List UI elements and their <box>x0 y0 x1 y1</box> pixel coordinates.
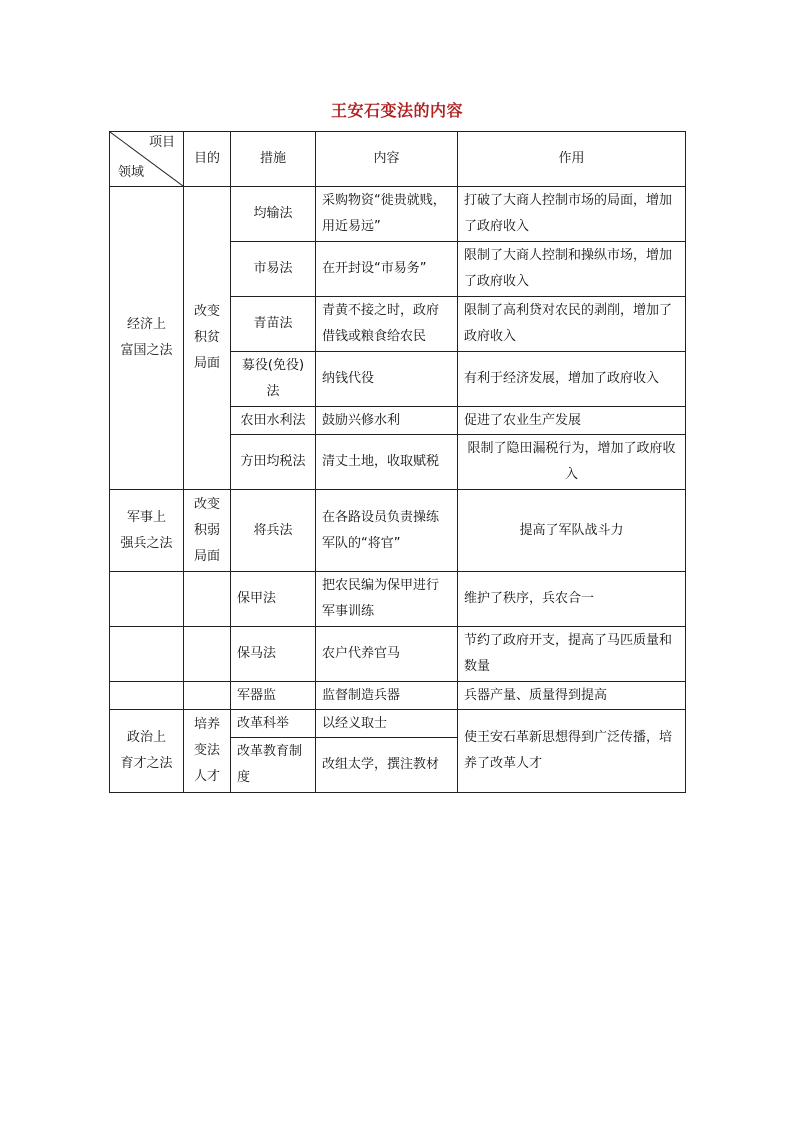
content-cell: 农户代养官马 <box>316 627 458 682</box>
measure-cell: 方田均税法 <box>231 435 316 490</box>
effect-cell: 促进了农业生产发展 <box>458 407 686 435</box>
content-cell: 青黄不接之时，政府借钱或粮食给农民 <box>316 297 458 352</box>
content-cell: 把农民编为保甲进行军事训练 <box>316 572 458 627</box>
empty-cell <box>110 627 184 682</box>
empty-cell <box>184 572 231 627</box>
domain-cell-political: 政治上 育才之法 <box>110 710 184 793</box>
effect-cell: 兵器产量、质量得到提高 <box>458 682 686 710</box>
header-row <box>110 132 686 187</box>
table-row <box>110 682 686 710</box>
table-row <box>110 187 686 242</box>
measure-cell: 均输法 <box>231 187 316 242</box>
header-effect: 作用 <box>458 132 686 187</box>
effect-cell: 限制了隐田漏税行为，增加了政府收入 <box>458 435 686 490</box>
content-cell: 采购物资“徙贵就贱，用近易远” <box>316 187 458 242</box>
measure-cell: 市易法 <box>231 242 316 297</box>
header-content: 内容 <box>316 132 458 187</box>
effect-cell: 节约了政府开支，提高了马匹质量和数量 <box>458 627 686 682</box>
content-cell: 纳钱代役 <box>316 352 458 407</box>
empty-cell <box>184 682 231 710</box>
empty-cell <box>110 682 184 710</box>
effect-cell: 限制了大商人控制和操纵市场，增加了政府收入 <box>458 242 686 297</box>
measure-cell: 保甲法 <box>231 572 316 627</box>
header-diagonal-cell <box>110 132 184 187</box>
effect-cell: 打破了大商人控制市场的局面，增加了政府收入 <box>458 187 686 242</box>
content-cell: 以经义取士 <box>316 710 458 738</box>
purpose-cell-military: 改变 积弱 局面 <box>184 490 231 572</box>
content-cell: 清丈土地，收取赋税 <box>316 435 458 490</box>
header-item-label: 项目 <box>148 135 175 150</box>
measure-cell: 募役(免役)法 <box>231 352 316 407</box>
content-cell: 在各路设员负责操练军队的“将官” <box>316 490 458 572</box>
effect-cell: 维护了秩序，兵农合一 <box>458 572 686 627</box>
measure-cell: 改革科举 <box>231 710 316 738</box>
header-domain-label: 领域 <box>118 165 145 180</box>
header-purpose: 目的 <box>184 132 231 187</box>
empty-cell <box>110 572 184 627</box>
header-measure: 措施 <box>231 132 316 187</box>
content-cell: 鼓励兴修水利 <box>316 407 458 435</box>
table-row <box>110 490 686 572</box>
document-title: 王安石变法的内容 <box>330 101 463 120</box>
effect-cell: 限制了高利贷对农民的剥削，增加了政府收入 <box>458 297 686 352</box>
content-cell: 改组太学，撰注教材 <box>316 738 458 793</box>
measure-cell: 青苗法 <box>231 297 316 352</box>
measure-cell: 改革教育制度 <box>231 738 316 793</box>
empty-cell <box>184 627 231 682</box>
table-row <box>110 710 686 738</box>
reform-table <box>109 131 686 793</box>
effect-cell-political: 使王安石革新思想得到广泛传播，培养了改革人才 <box>458 710 686 793</box>
purpose-cell-economic: 改变 积贫 局面 <box>184 187 231 490</box>
measure-cell: 保马法 <box>231 627 316 682</box>
purpose-cell-political: 培养 变法 人才 <box>184 710 231 793</box>
domain-cell-military: 军事上 强兵之法 <box>110 490 184 572</box>
content-cell: 监督制造兵器 <box>316 682 458 710</box>
effect-cell: 有利于经济发展，增加了政府收入 <box>458 352 686 407</box>
effect-cell: 提高了军队战斗力 <box>458 490 686 572</box>
measure-cell: 军器监 <box>231 682 316 710</box>
table-row <box>110 627 686 682</box>
domain-cell-economic: 经济上 富国之法 <box>110 187 184 490</box>
measure-cell: 农田水利法 <box>231 407 316 435</box>
measure-cell: 将兵法 <box>231 490 316 572</box>
content-cell: 在开封设“市易务” <box>316 242 458 297</box>
table-row <box>110 572 686 627</box>
